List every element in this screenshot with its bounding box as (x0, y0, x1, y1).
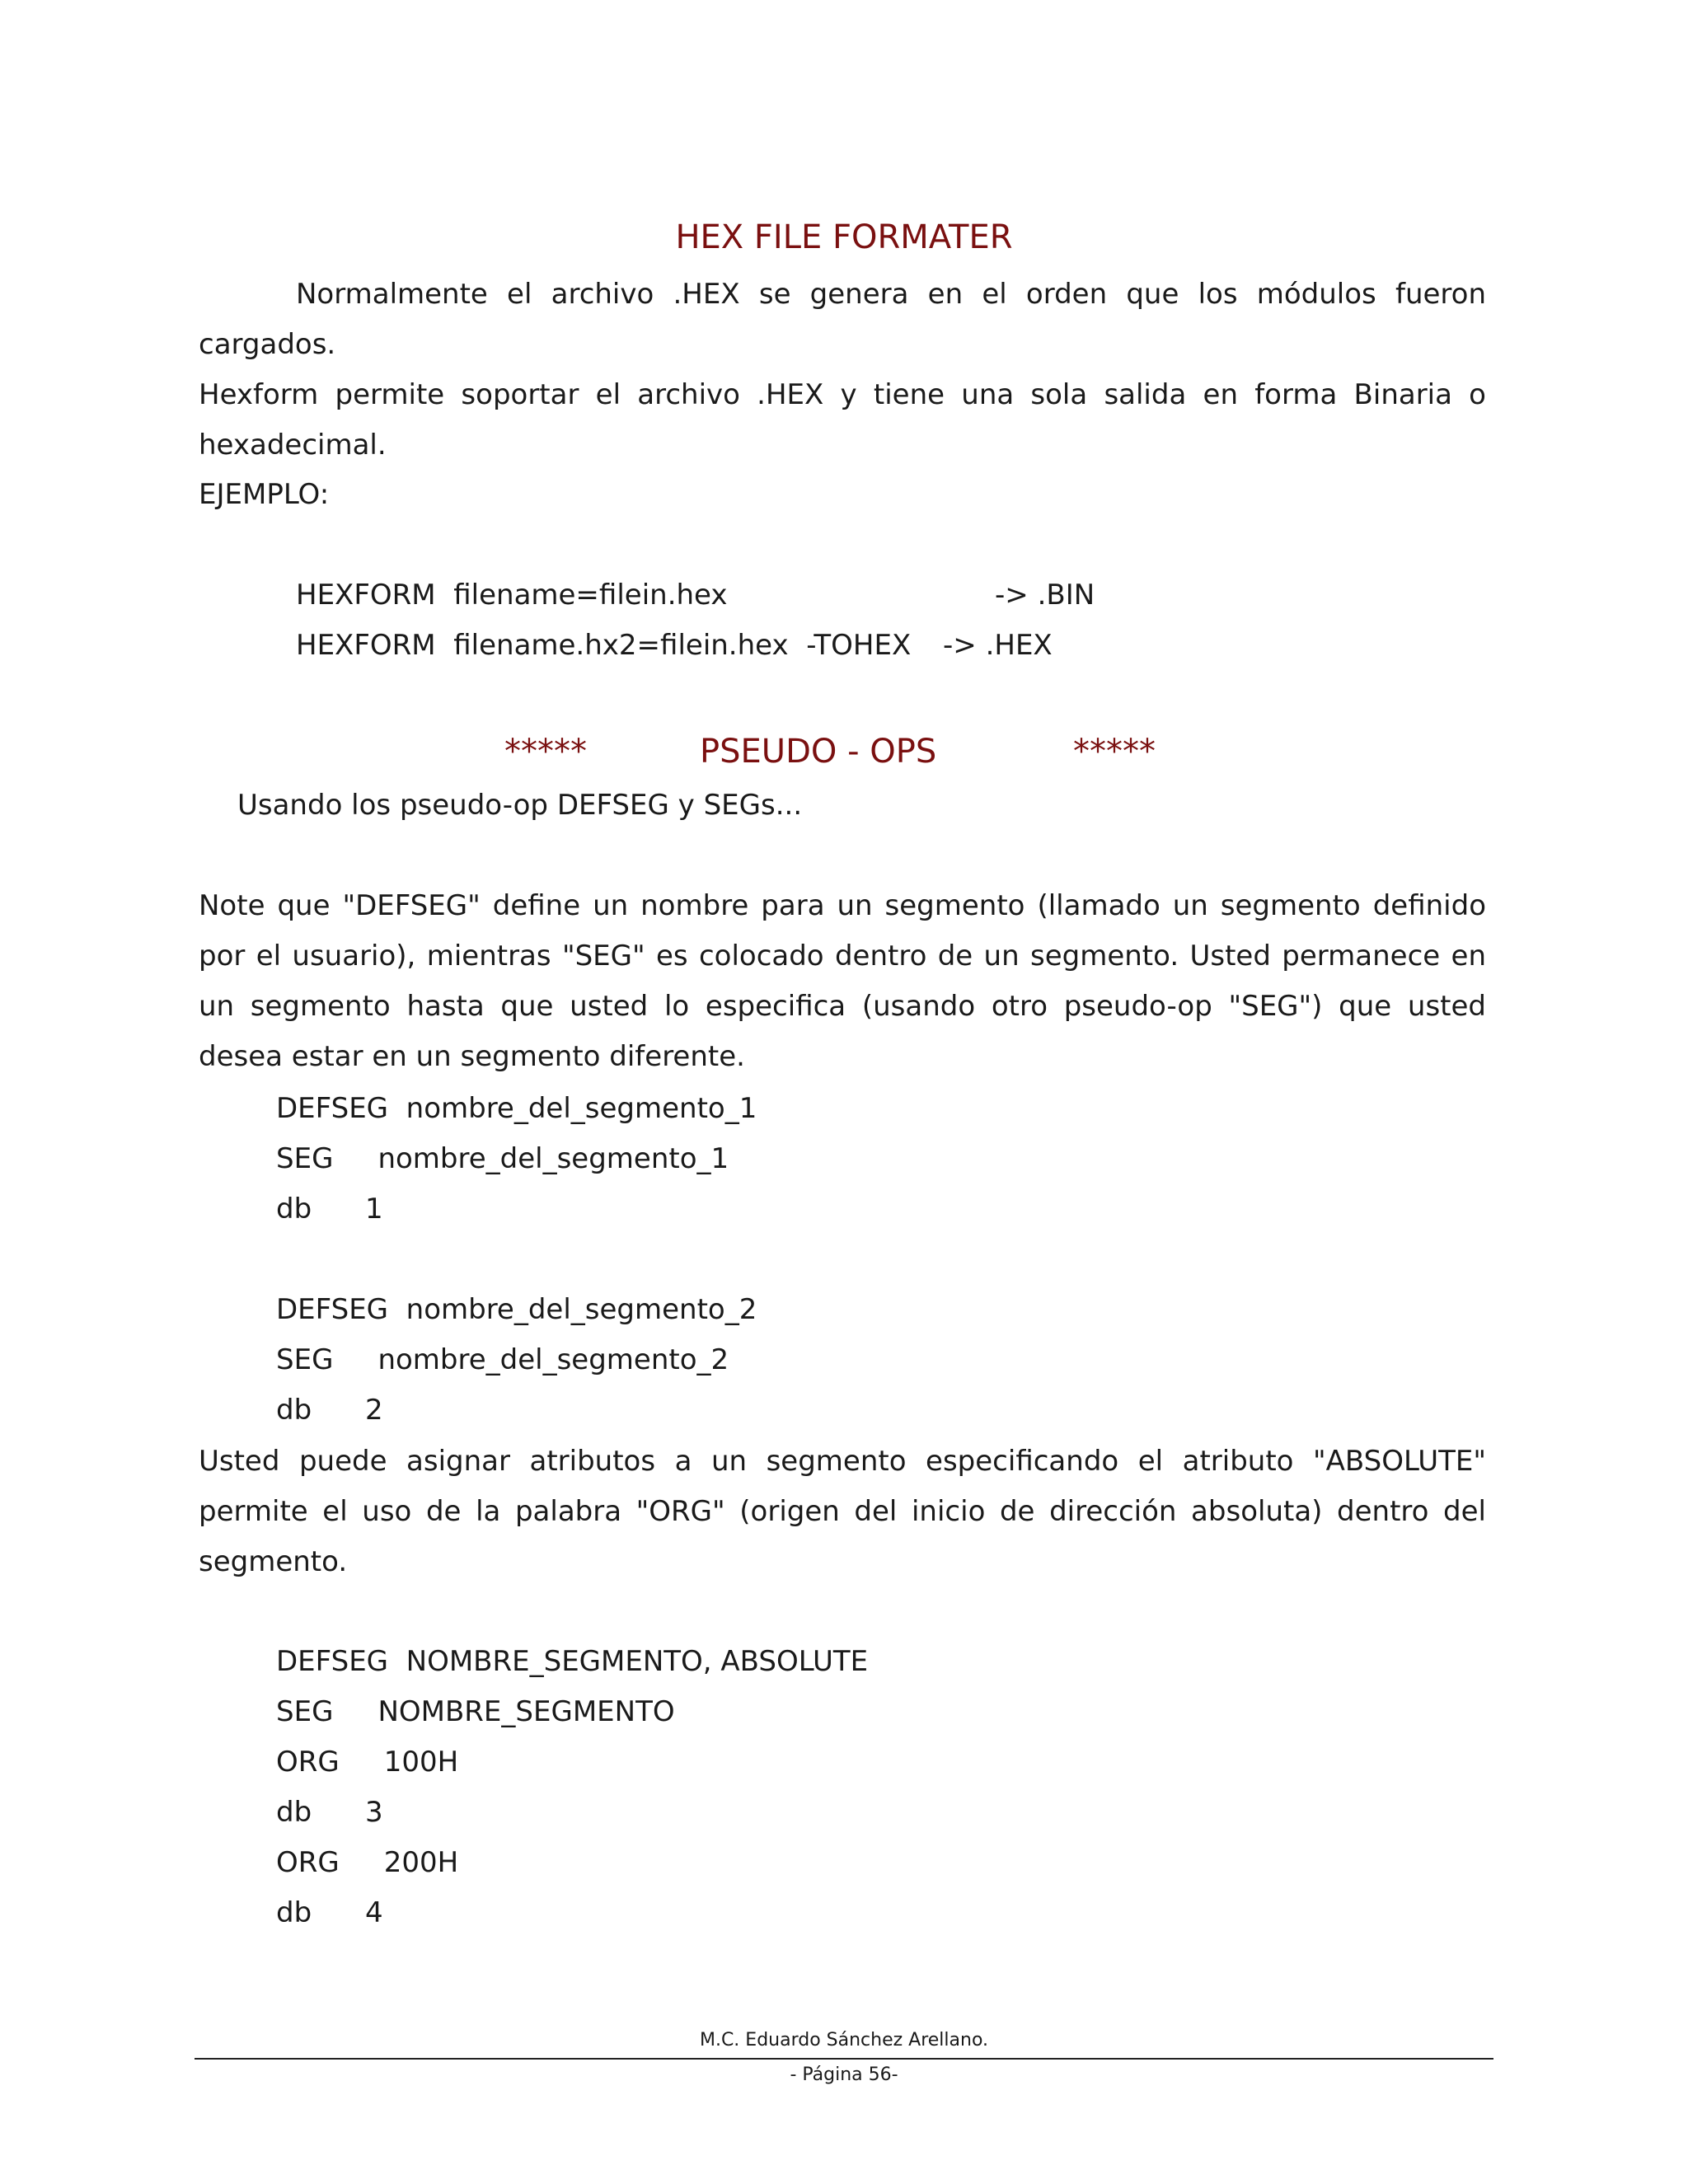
heading-stars-right: ***** (1073, 733, 1156, 771)
code-block-3-line-6: db 4 (276, 1896, 383, 1929)
heading-pseudo-title: PSEUDO - OPS (700, 733, 937, 771)
paragraph-absolute: Usted puede asignar atributos a un segmento especificando el atributo "ABSOLUTE" permite el uso de la palabra "ORG" (origen del inicio de dirección absoluta) dentro del segmento. (199, 1445, 1486, 1578)
code-block-1-line-3: db 1 (276, 1193, 383, 1226)
heading-pseudo-ops (0, 729, 1688, 774)
code-block-1-line-2: SEG nombre_del_segmento_1 (276, 1142, 729, 1175)
example-result-2: -> .HEX (943, 629, 1053, 662)
example-command-1: HEXFORM filename=filein.hex (296, 579, 728, 612)
code-block-3-line-1: DEFSEG NOMBRE_SEGMENTO, ABSOLUTE (276, 1645, 869, 1678)
paragraph-normalmente: Normalmente el archivo .HEX se genera en el orden que los módulos fueron cargados. (199, 278, 1486, 361)
heading-stars-left: ***** (504, 733, 587, 771)
code-block-1-line-1: DEFSEG nombre_del_segmento_1 (276, 1092, 757, 1125)
footer-author: M.C. Eduardo Sánchez Arellano. (699, 2030, 989, 2050)
heading-hex-file-formater: HEX FILE FORMATER (675, 218, 1013, 256)
example-label: EJEMPLO: (199, 478, 330, 511)
code-block-3-line-2: SEG NOMBRE_SEGMENTO (276, 1695, 675, 1728)
code-block-2-line-1: DEFSEG nombre_del_segmento_2 (276, 1293, 757, 1326)
code-block-3-line-4: db 3 (276, 1796, 383, 1829)
footer-divider (195, 2058, 1493, 2060)
code-block-3-line-3: ORG 100H (276, 1746, 459, 1779)
example-result-1: -> .BIN (995, 579, 1095, 612)
intro-line: Usando los pseudo-op DEFSEG y SEGs... (237, 789, 803, 822)
paragraph-hexform: Hexform permite soportar el archivo .HEX y tiene una sola salida en forma Binaria o hexadecimal. (199, 378, 1486, 462)
code-block-2-line-2: SEG nombre_del_segmento_2 (276, 1343, 729, 1376)
example-command-2: HEXFORM filename.hx2=filein.hex -TOHEX (296, 629, 912, 662)
code-block-2-line-3: db 2 (276, 1394, 383, 1427)
paragraph-note-defseg: Note que "DEFSEG" define un nombre para un segmento (llamado un segmento definido por el usuario), mientras "SEG" es colocado dentro de un segmento. Usted permanece en un segmento hasta que usted lo especifica (usando otro pseudo-op "SEG") que usted desea estar en un segmento diferente. (199, 889, 1486, 1073)
footer-page-number: - Página 56- (790, 2064, 898, 2085)
code-block-3-line-5: ORG 200H (276, 1846, 459, 1879)
